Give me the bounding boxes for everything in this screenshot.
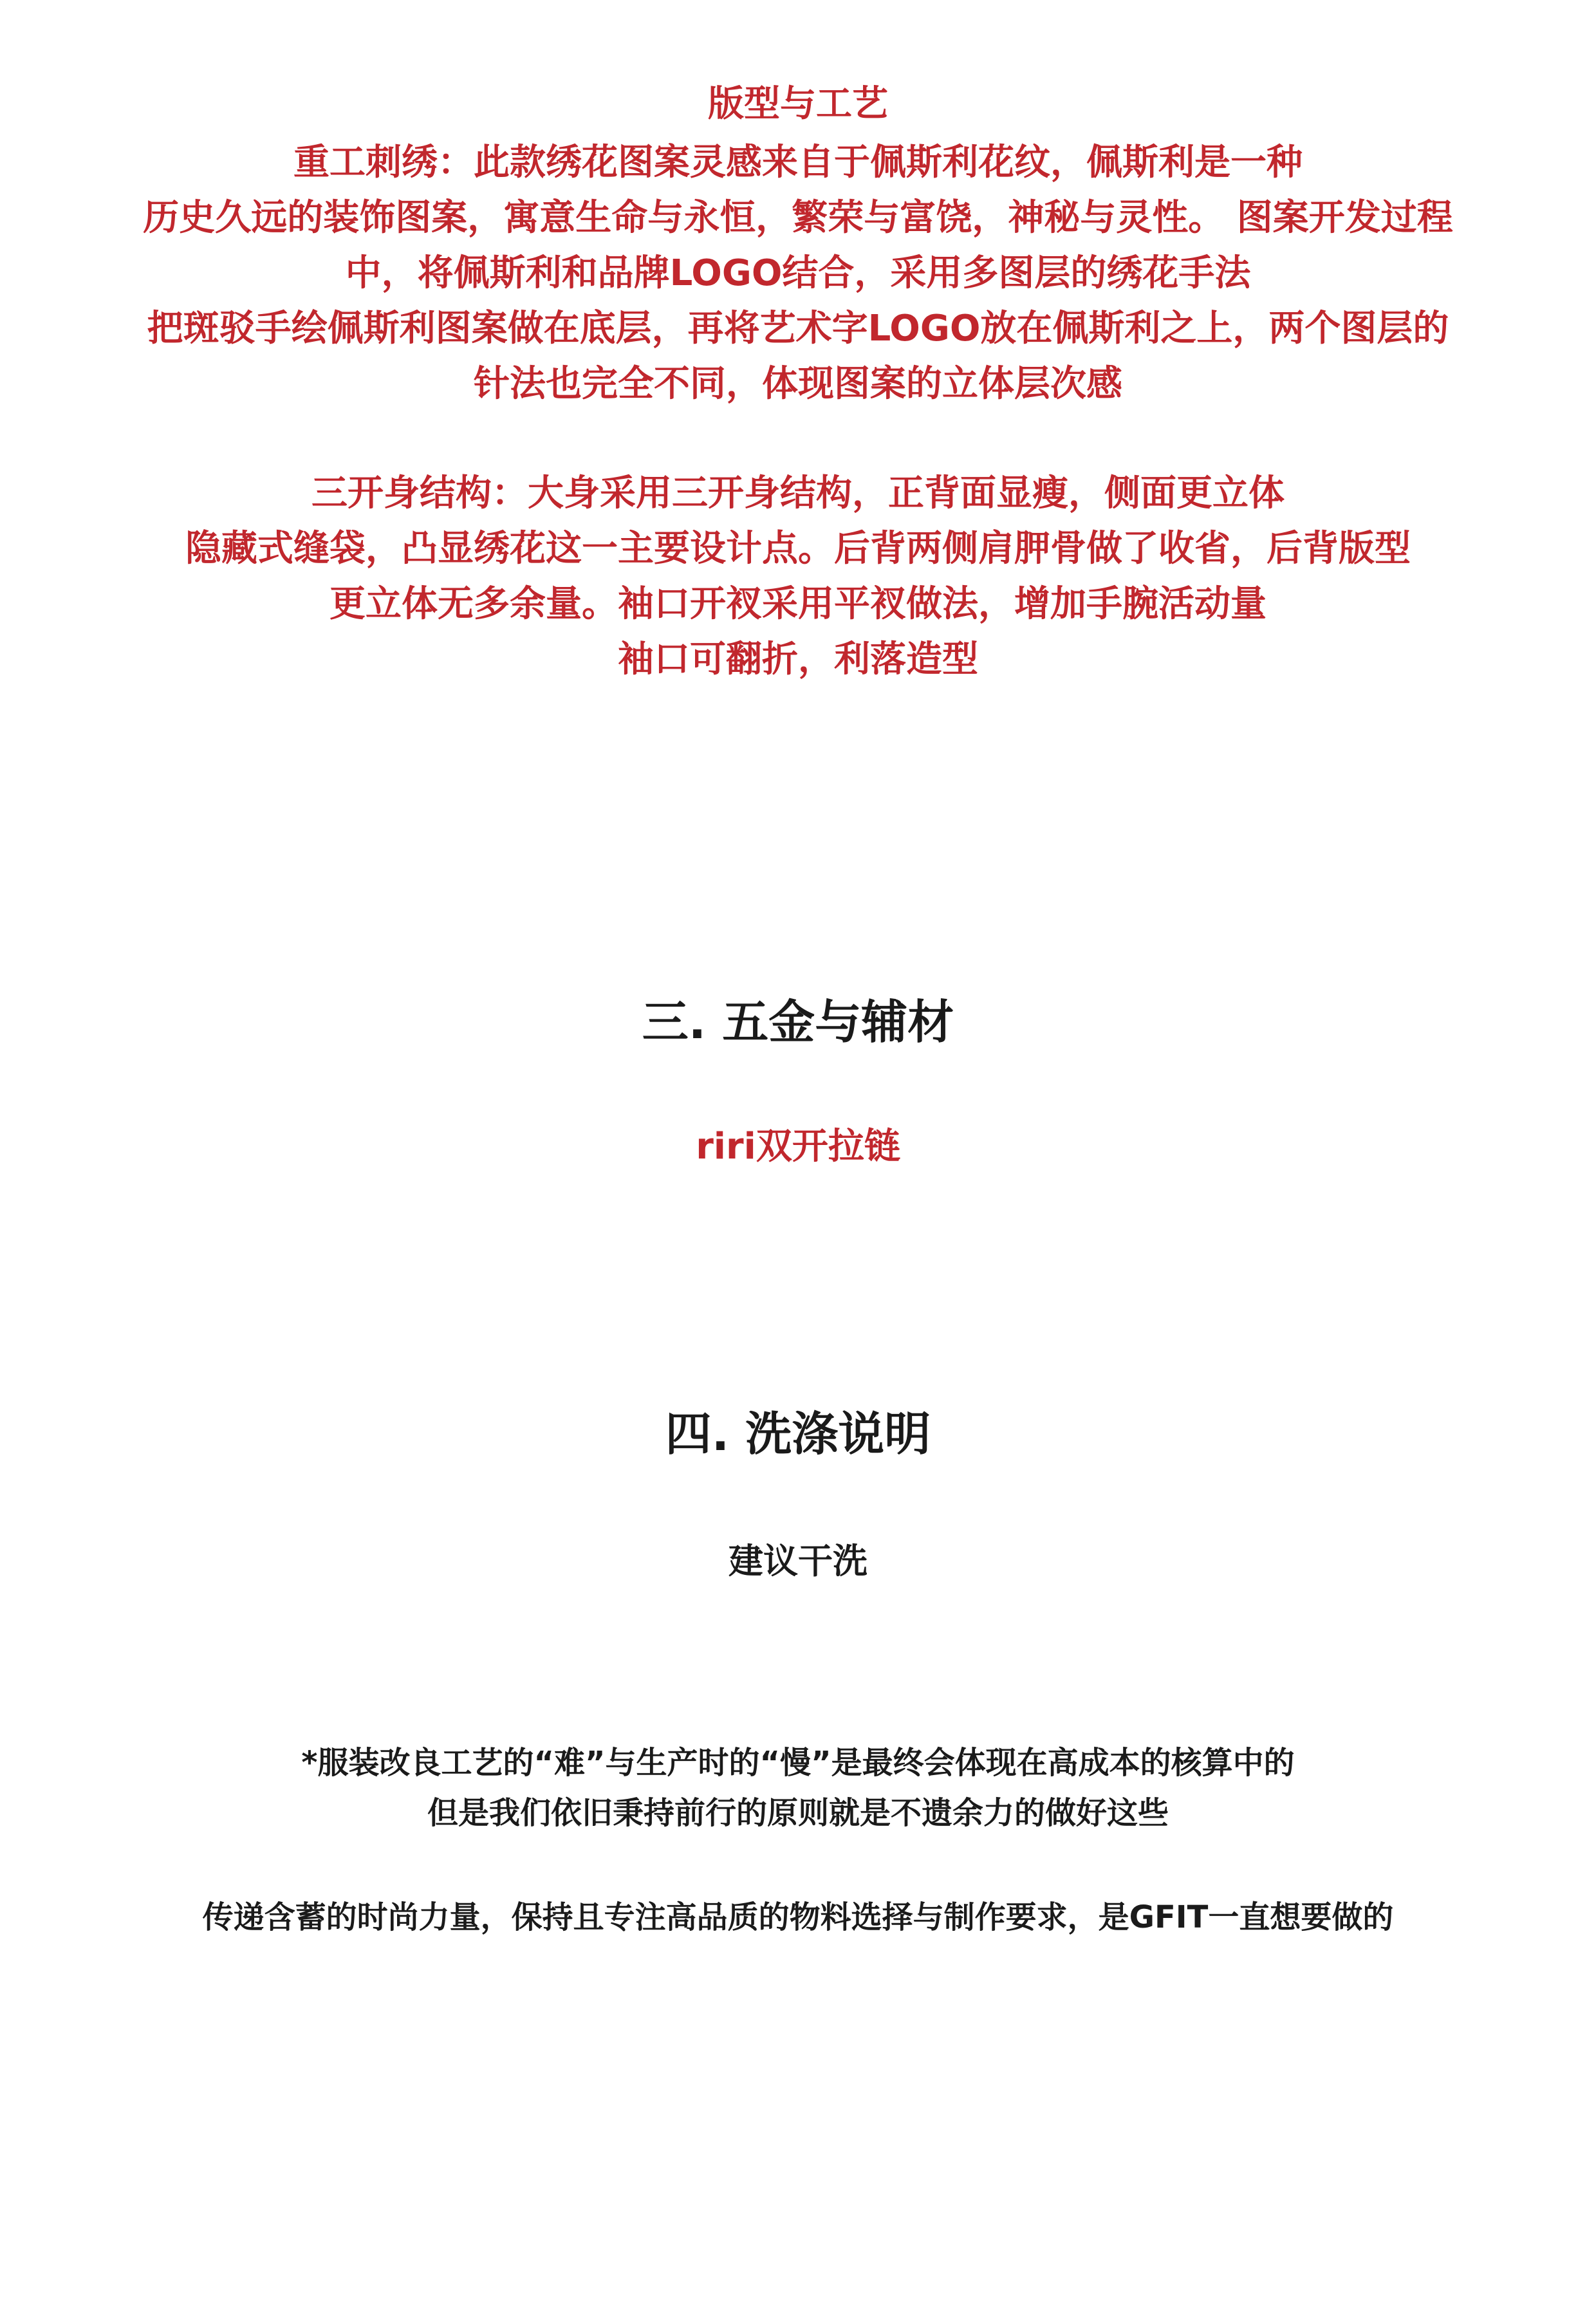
hardware-heading-text: 三. 五金与辅材	[642, 995, 954, 1049]
care-section-heading	[0, 1403, 1596, 1465]
brand-statement-text: 传递含蓄的时尚力量，保持且专注高品质的物料选择与制作要求，是GFIT一直想要做的	[202, 1899, 1394, 1935]
zipper-label: riri双开拉链	[696, 1126, 900, 1168]
embroidery-line: 重工刺绣：此款绣花图案灵感来自于佩斯利花纹，佩斯利是一种	[293, 142, 1303, 183]
craft-section-title	[0, 79, 1596, 130]
production-note	[0, 1738, 1596, 1838]
care-instruction	[0, 1536, 1596, 1587]
structure-description	[0, 466, 1596, 687]
craft-title-text: 版型与工艺	[708, 83, 888, 125]
structure-line: 隐藏式缝袋，凸显绣花这一主要设计点。后背两侧肩胛骨做了收省，后背版型	[185, 528, 1411, 570]
structure-line: 三开身结构：大身采用三开身结构，正背面显瘦，侧面更立体	[311, 472, 1285, 514]
note-line: 但是我们依旧秉持前行的原则就是不遗余力的做好这些	[427, 1795, 1169, 1831]
brand-statement	[0, 1892, 1596, 1942]
note-line: *服装改良工艺的“难”与生产时的“慢”是最终会体现在高成本的核算中的	[301, 1745, 1295, 1781]
embroidery-line: 中，将佩斯利和品牌LOGO结合，采用多图层的绣花手法	[345, 252, 1251, 294]
embroidery-description	[0, 135, 1596, 412]
dry-clean-label: 建议干洗	[728, 1541, 868, 1581]
embroidery-line: 针法也完全不同，体现图案的立体层次感	[474, 363, 1122, 405]
hardware-item	[0, 1121, 1596, 1173]
embroidery-line: 历史久远的装饰图案，寓意生命与永恒，繁荣与富饶，神秘与灵性。 图案开发过程	[143, 197, 1453, 239]
structure-line: 袖口可翻折，利落造型	[618, 638, 978, 680]
structure-line: 更立体无多余量。袖口开衩采用平衩做法，增加手腕活动量	[329, 583, 1267, 625]
care-heading-text: 四. 洗涤说明	[665, 1407, 931, 1461]
hardware-section-heading	[0, 991, 1596, 1053]
embroidery-line: 把斑驳手绘佩斯利图案做在底层，再将艺术字LOGO放在佩斯利之上，两个图层的	[147, 308, 1449, 349]
